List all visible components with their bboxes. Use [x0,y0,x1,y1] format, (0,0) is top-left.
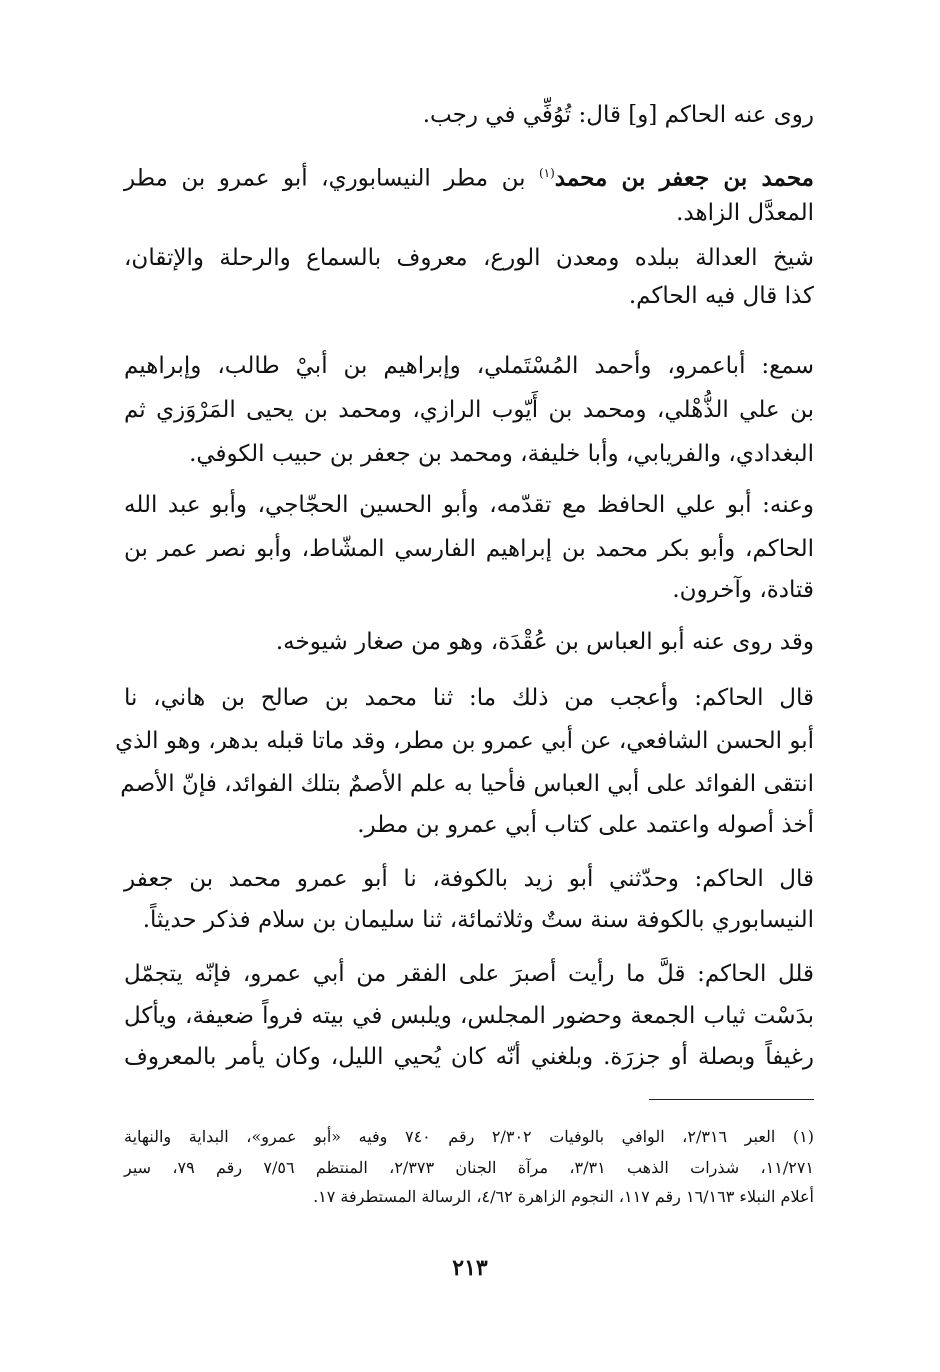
entry-rest: بن مطر النيسابوري، أبو عمرو بن مطر [124,165,539,192]
text-line: قال الحاكم: وحدّثني أبو زيد بالكوفة، نا أبو عمرو محمد بن جعفر [124,866,814,892]
footnote-line: ١١/٢٧١، شذرات الذهب ٣/٣١، مرآة الجنان ٢/٣٧٣، المنتظم ٧/٥٦ رقم ٧٩، سير [124,1158,814,1177]
text-line: كذا قال فيه الحاكم. [628,283,814,309]
text-line: أخذ أصوله واعتمد على كتاب أبي عمرو بن مطر. [357,812,814,838]
text-line: شيخ العدالة ببلده ومعدن الورع، معروف بالسماع والرحلة والإتقان، [124,245,814,271]
text-line: البغدادي، والفريابي، وأبا خليفة، ومحمد بن جعفر بن حبيب الكوفي. [189,441,814,467]
entry-name: محمد بن جعفر بن محمد [554,164,814,192]
text-line: قال الحاكم: وأعجب من ذلك ما: ثنا محمد بن صالح بن هاني، نا [124,685,814,711]
text-line: المعدَّل الزاهد. [676,200,814,226]
text-line: النيسابوري بالكوفة سنة ستٌ وثلاثمائة، ثنا سليمان بن سلام فذكر حديثاً. [142,907,814,933]
text-line: أبو الحسن الشافعي، عن أبي عمرو بن مطر، وقد ماتا قبله بدهر، وهو الذي [115,728,814,754]
text-line: الحاكم، وأبو بكر محمد بن إبراهيم الفارسي المشّاط، وأبو نصر عمر بن [124,536,814,562]
text-line: بن علي الذُّهْلي، ومحمد بن أَيّوب الرازي، ومحمد بن يحيى المَرْوَزي ثم [124,397,814,423]
text-line: وعنه: أبو علي الحافظ مع تقدّمه، وأبو الحسين الحجّاجي، وأبو عبد الله [124,492,814,518]
footnote-separator [649,1099,814,1100]
footnote-marker: (١) [538,166,555,180]
text-line: قلل الحاكم: قلَّ ما رأيت أصبرَ على الفقر من أبي عمرو، فإنّه يتجمّل [124,961,814,987]
text-line: سمع: أباعمرو، وأحمد المُسْتَملي، وإبراهيم بن أبيْ طالب، وإبراهيم [124,353,814,379]
page-number: ٢١٣ [452,1255,488,1281]
entry-heading-line [124,155,814,197]
text-line: انتقى الفوائد على أبي العباس فأحيا به علم الأصمٌ بتلك الفوائد، فإنّ الأصم [120,771,814,797]
text-line: وقد روى عنه أبو العباس بن عُقْدَة، وهو من صغار شيوخه. [275,629,814,655]
footnote-line: أعلام النبلاء ١٦/١٦٣ رقم ١١٧، النجوم الزاهرة ٤/٦٢، الرسالة المستطرفة ١٧. [313,1187,814,1206]
text-line: رغيفاً وبصلة أو جزرَة. وبلغني أنّه كان يُحيي الليل، وكان يأمر بالمعروف [124,1044,814,1070]
text-line: قتادة، وآخرون. [672,577,814,603]
footnote-line: (١) العبر ٢/٣١٦، الوافي بالوفيات ٢/٣٠٢ رقم ٧٤٠ وفيه «أبو عمرو»، البداية والنهاية [124,1127,815,1146]
text-line: روى عنه الحاكم [و] قال: تُوُفِّي في رجب. [422,102,814,128]
text-line: بدَسْت ثياب الجمعة وحضور المجلس، ويلبس في بيته فرواً ضعيفة، ويأكل [124,1003,814,1029]
